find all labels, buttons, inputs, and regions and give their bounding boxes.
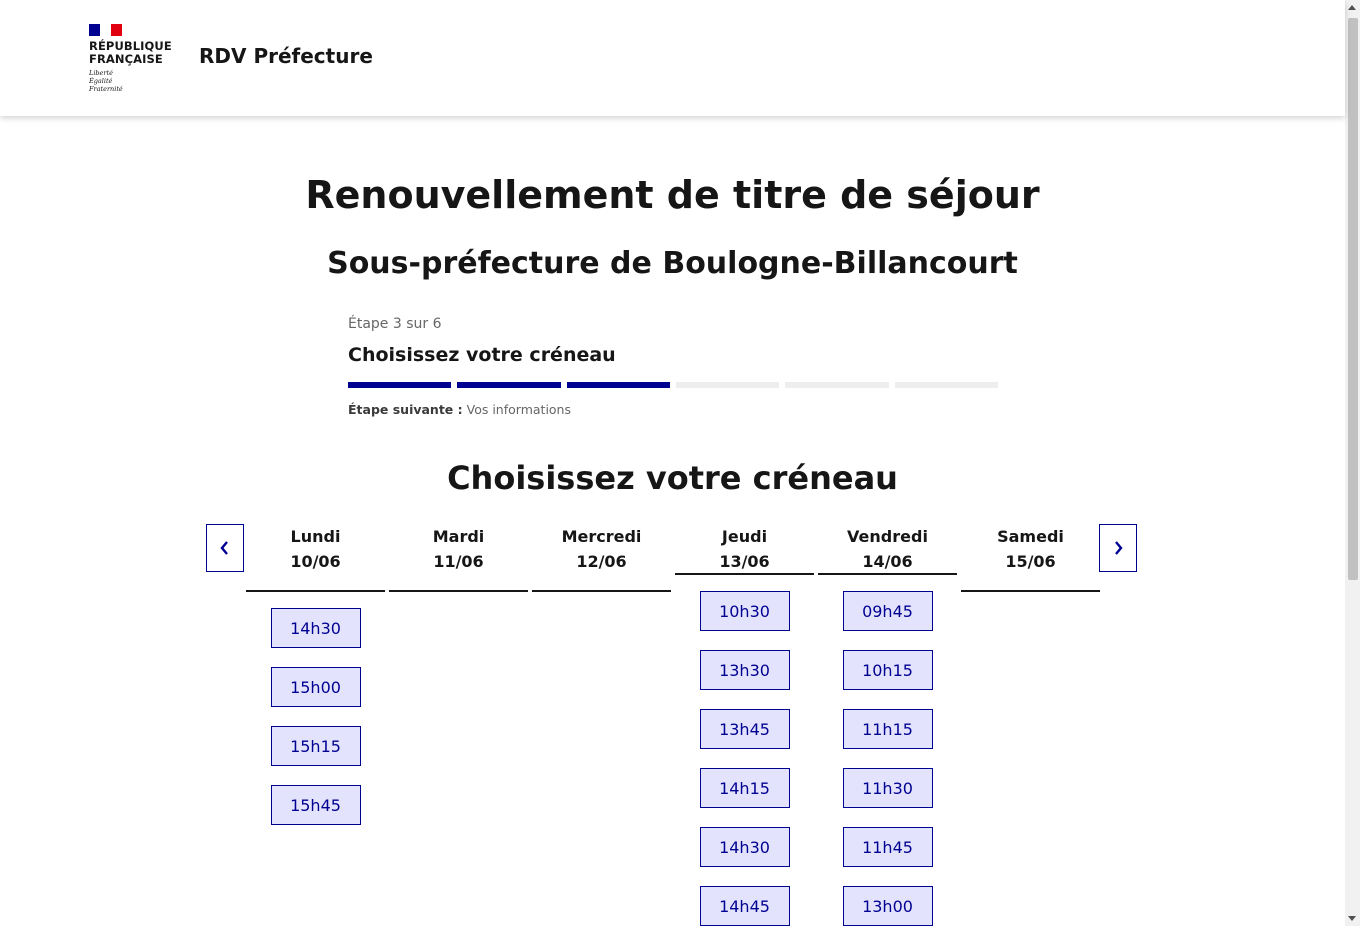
time-slot-button[interactable]: 15h00 [271,667,361,707]
calendar-title: Choisissez votre créneau [447,459,898,497]
time-slot-button[interactable]: 10h15 [843,650,933,690]
stepper-progress [348,382,998,388]
time-slot-button[interactable]: 15h15 [271,726,361,766]
scroll-down-icon[interactable] [1348,916,1356,921]
site-header [0,0,1345,116]
day-column [532,524,671,926]
day-header [389,524,528,592]
calendar-days [246,524,1099,926]
day-column [961,524,1100,926]
day-name: Jeudi [721,527,768,546]
logo-text-line2: FRANÇAISE [89,52,163,66]
chevron-left-icon [219,541,231,555]
stepper-state: Étape 3 sur 6 [348,316,442,332]
time-slot-button[interactable]: 14h15 [700,768,790,808]
stepper-bar-6 [895,382,998,388]
day-date: 11/06 [433,552,484,571]
stepper-title: Choisissez votre créneau [348,344,616,366]
slot-list [843,591,933,926]
chevron-right-icon [1112,541,1124,555]
time-slot-button[interactable]: 11h45 [843,827,933,867]
day-column [675,524,814,926]
next-week-button[interactable] [1099,524,1137,572]
day-name: Mardi [432,527,485,546]
stepper-bar-2 [457,382,560,388]
day-name: Mercredi [561,527,642,546]
time-slot-button[interactable]: 14h30 [271,608,361,648]
slot-list [271,608,361,825]
page-subtitle: Sous-préfecture de Boulogne-Billancourt [327,246,1018,281]
day-header [675,524,814,575]
time-slot-button[interactable]: 11h15 [843,709,933,749]
page-scrollbar[interactable] [1345,0,1360,926]
time-slot-button[interactable]: 13h45 [700,709,790,749]
day-name: Samedi [997,527,1064,546]
day-name: Lundi [290,527,341,546]
previous-week-button[interactable] [206,524,244,572]
site-title[interactable]: RDV Préfecture [199,44,373,68]
day-column [389,524,528,926]
republique-francaise-logo[interactable] [89,24,179,96]
stepper-next-value: Vos informations [466,402,571,417]
day-date: 14/06 [862,552,913,571]
time-slot-button[interactable]: 15h45 [271,785,361,825]
day-name: Vendredi [847,527,928,546]
time-slot-button[interactable]: 14h45 [700,886,790,926]
slot-list [700,591,790,926]
time-slot-button[interactable]: 13h30 [700,650,790,690]
flag-icon [89,24,122,36]
logo-text-line1: RÉPUBLIQUE [89,39,172,53]
day-column [246,524,385,926]
day-header [818,524,957,575]
stepper-next-label: Étape suivante : [348,402,463,417]
stepper-bar-5 [785,382,888,388]
time-slot-button[interactable]: 09h45 [843,591,933,631]
day-date: 10/06 [290,552,341,571]
stepper-bar-4 [676,382,779,388]
day-header [961,524,1100,592]
stepper-bar-1 [348,382,451,388]
day-date: 15/06 [1005,552,1056,571]
day-column [818,524,957,926]
page-title: Renouvellement de titre de séjour [305,173,1040,217]
stepper-bar-3 [567,382,670,388]
day-date: 12/06 [576,552,627,571]
time-slot-button[interactable]: 14h30 [700,827,790,867]
logo-motto: Liberté Égalité Fraternité [89,69,123,93]
day-date: 13/06 [719,552,770,571]
day-header [532,524,671,592]
scroll-thumb[interactable] [1348,18,1358,580]
day-header [246,524,385,592]
scroll-up-icon[interactable] [1348,5,1356,10]
time-slot-button[interactable]: 11h30 [843,768,933,808]
time-slot-button[interactable]: 10h30 [700,591,790,631]
time-slot-button[interactable]: 13h00 [843,886,933,926]
stepper-next-step [348,402,571,417]
